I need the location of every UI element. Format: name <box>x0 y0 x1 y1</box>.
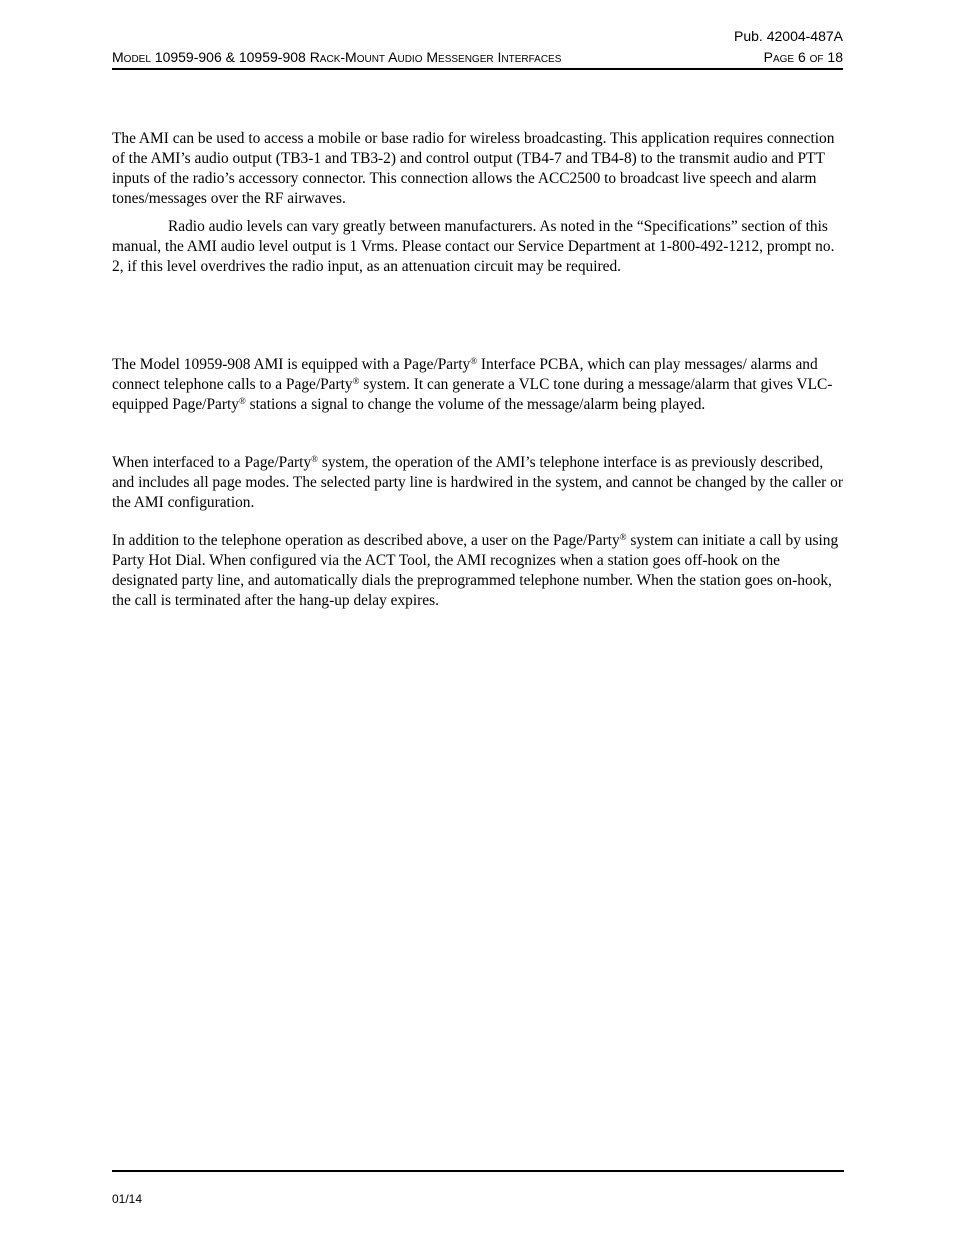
interface-section <box>112 453 844 513</box>
page-header <box>112 26 843 70</box>
page-number: Page 6 of 18 <box>763 49 843 65</box>
page-party-section <box>112 355 844 415</box>
publication-number: Pub. 42004-487A <box>734 28 843 44</box>
hot-dial-paragraph: In addition to the telephone operation as described above, a user on the Page/Party® system can initiate a call by using Party Hot Dial. When configured via the ACT Tool, the AMI recognizes when a station goes off-hook on the designated party line, and automatically dials the preprogrammed telephone number. When the station goes on-hook, the call is terminated after the hang-up delay expires. <box>112 532 839 609</box>
radio-paragraph <box>112 129 844 209</box>
registered-mark: ® <box>619 532 627 542</box>
registered-mark: ® <box>470 356 478 366</box>
document-title: Model 10959-906 & 10959-908 Rack-Mount Audio Messenger Interfaces <box>112 49 562 65</box>
radio-levels-paragraph: Radio audio levels can vary greatly between manufacturers. As noted in the “Specifications” section of this manual, the AMI audio level output is 1 Vrms. Please contact our Service Department at 1-800-492-1212, prompt no. 2, if this level overdrives the radio input, as an attenuation circuit may be required. <box>112 218 835 275</box>
interface-paragraph: When interfaced to a Page/Party® system, the operation of the AMI’s telephone interface is as previously described, and includes all page modes. The selected party line is hardwired in the system, and cannot be changed by the caller or the AMI configuration. <box>112 454 843 511</box>
registered-mark: ® <box>311 454 318 464</box>
radio-levels-section <box>112 217 844 277</box>
hot-dial-section <box>112 531 844 611</box>
footer-divider <box>112 1170 844 1172</box>
footer-date: 01/14 <box>112 1192 143 1206</box>
page-party-paragraph: The Model 10959-908 AMI is equipped with a Page/Party® Interface PCBA, which can play messages/ alarms and connect telephone calls to a Page/Party® system. It can generate a VLC tone during a message/alarm that gives VLC-equipped Page/Party® stations a signal to change the volume of the message/alarm being played. <box>112 356 833 413</box>
radio-broadcast-paragraph: The AMI can be used to access a mobile or base radio for wireless broadcasting. This application requires connection of the AMI’s audio output (TB3-1 and TB3-2) and control output (TB4-7 and TB4-8) to the transmit audio and PTT inputs of the radio’s accessory connector. This connection allows the ACC2500 to broadcast live speech and alarm tones/messages over the RF airwaves. <box>112 130 835 207</box>
registered-mark: ® <box>352 376 360 386</box>
registered-mark: ® <box>238 396 246 406</box>
